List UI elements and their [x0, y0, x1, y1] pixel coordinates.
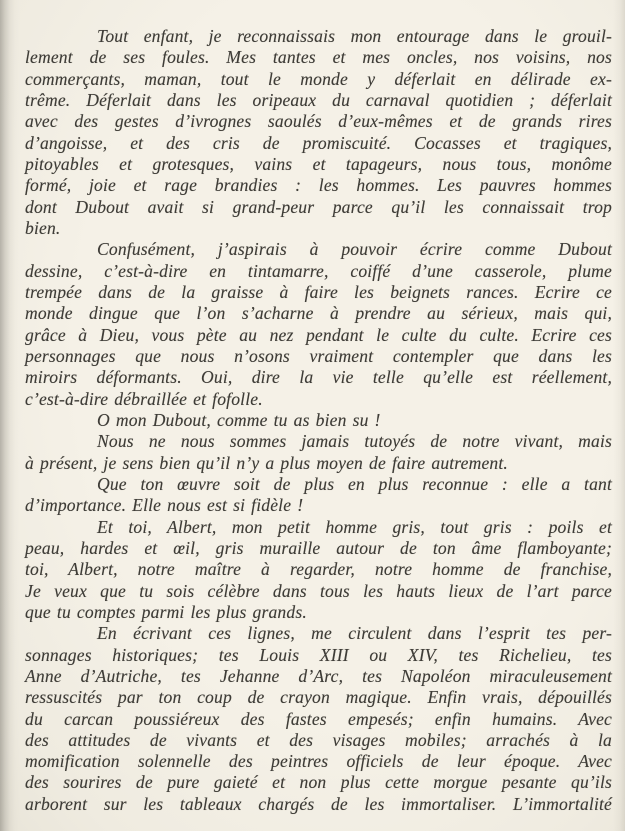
text-line: Confusément, j’aspirais à pouvoir écrire comme Dubout	[97, 239, 612, 260]
text-line: arborent sur les tableaux chargés de les immortaliser. L’immortalité	[25, 793, 612, 814]
text-line: d’angoisse, et des cris de promiscuité. Cocasses et tragiques,	[25, 132, 612, 153]
text-line: Anne d’Autriche, tes Jehanne d’Arc, tes Napoléon miraculeusement	[25, 665, 612, 686]
text-line: momification solennelle des peintres officiels de leur époque. Avec	[25, 751, 612, 772]
text-line: des sourires de pure gaieté et non plus cette morgue pesante qu’ils	[25, 772, 612, 793]
text-line: ressuscités par ton coup de crayon magique. Enfin vrais, dépouillés	[25, 687, 612, 708]
text-line: trempée dans de la graisse à faire les beignets rances. Ecrire ce	[25, 281, 612, 302]
text-line: O mon Dubout, comme tu as bien su !	[97, 409, 381, 430]
text-line: lement de ses foules. Mes tantes et mes oncles, nos voisins, nos	[25, 47, 612, 68]
text-line: En écrivant ces lignes, me circulent dans l’esprit tes per-	[97, 623, 612, 644]
text-line: toi, Albert, notre maître à regarder, notre homme de franchise,	[25, 559, 612, 580]
text-line: c’est-à-dire débraillée et fofolle.	[25, 388, 263, 409]
text-line: trême. Déferlait dans les oripeaux du carnaval quotidien ; déferlait	[25, 89, 612, 110]
body-text	[25, 26, 612, 815]
text-line: Et toi, Albert, mon petit homme gris, tout gris : poils et	[97, 516, 612, 537]
text-line: formé, joie et rage brandies : les hommes. Les pauvres hommes	[25, 175, 612, 196]
text-line: du carcan poussiéreux des fastes empesés; enfin humains. Avec	[25, 708, 612, 729]
text-line: personnages que nous n’osons vraiment contempler que dans les	[25, 345, 612, 366]
text-line: Nous ne nous sommes jamais tutoyés de notre vivant, mais	[97, 431, 612, 452]
text-line: Que ton œuvre soit de plus en plus reconnue : elle a tant	[97, 473, 612, 494]
text-line: avec des gestes d’ivrognes saoulés d’eux-mêmes et de grands rires	[25, 111, 612, 132]
text-line: commerçants, maman, tout le monde y déferlait en délirade ex-	[25, 68, 612, 89]
text-line: des attitudes de vivants et des visages mobiles; arrachés à la	[25, 729, 612, 750]
text-line: d’importance. Elle nous est si fidèle !	[25, 495, 304, 516]
text-line: dont Dubout avait si grand-peur parce qu’il les connaissait trop	[25, 196, 612, 217]
text-line: que tu comptes parmi les plus grands.	[25, 601, 307, 622]
text-line: Tout enfant, je reconnaissais mon entourage dans le grouil-	[97, 26, 612, 46]
text-line: dessine, c’est-à-dire en tintamarre, coiffé d’une casserole, plume	[25, 260, 612, 281]
text-line: grâce à Dieu, vous pète au nez pendant le culte du culte. Ecrire ces	[25, 324, 612, 345]
text-line: Je veux que tu sois célèbre dans tous les hauts lieux de l’art parce	[25, 580, 612, 601]
text-line: miroirs déformants. Oui, dire la vie telle qu’elle est réellement,	[25, 367, 612, 388]
text-line: à présent, je sens bien qu’il n’y a plus moyen de faire autrement.	[25, 452, 508, 473]
text-line: peau, hardes et œil, gris muraille autour de ton âme flamboyante;	[25, 537, 612, 558]
text-line: monde dingue que l’on s’acharne à prendre au sérieux, mais qui,	[25, 303, 612, 324]
text-line: pitoyables et grotesques, vains et tapageurs, nous tous, monôme	[25, 153, 612, 174]
text-line: bien.	[25, 217, 61, 238]
text-line: sonnages historiques; tes Louis XIII ou XIV, tes Richelieu, tes	[25, 644, 612, 665]
